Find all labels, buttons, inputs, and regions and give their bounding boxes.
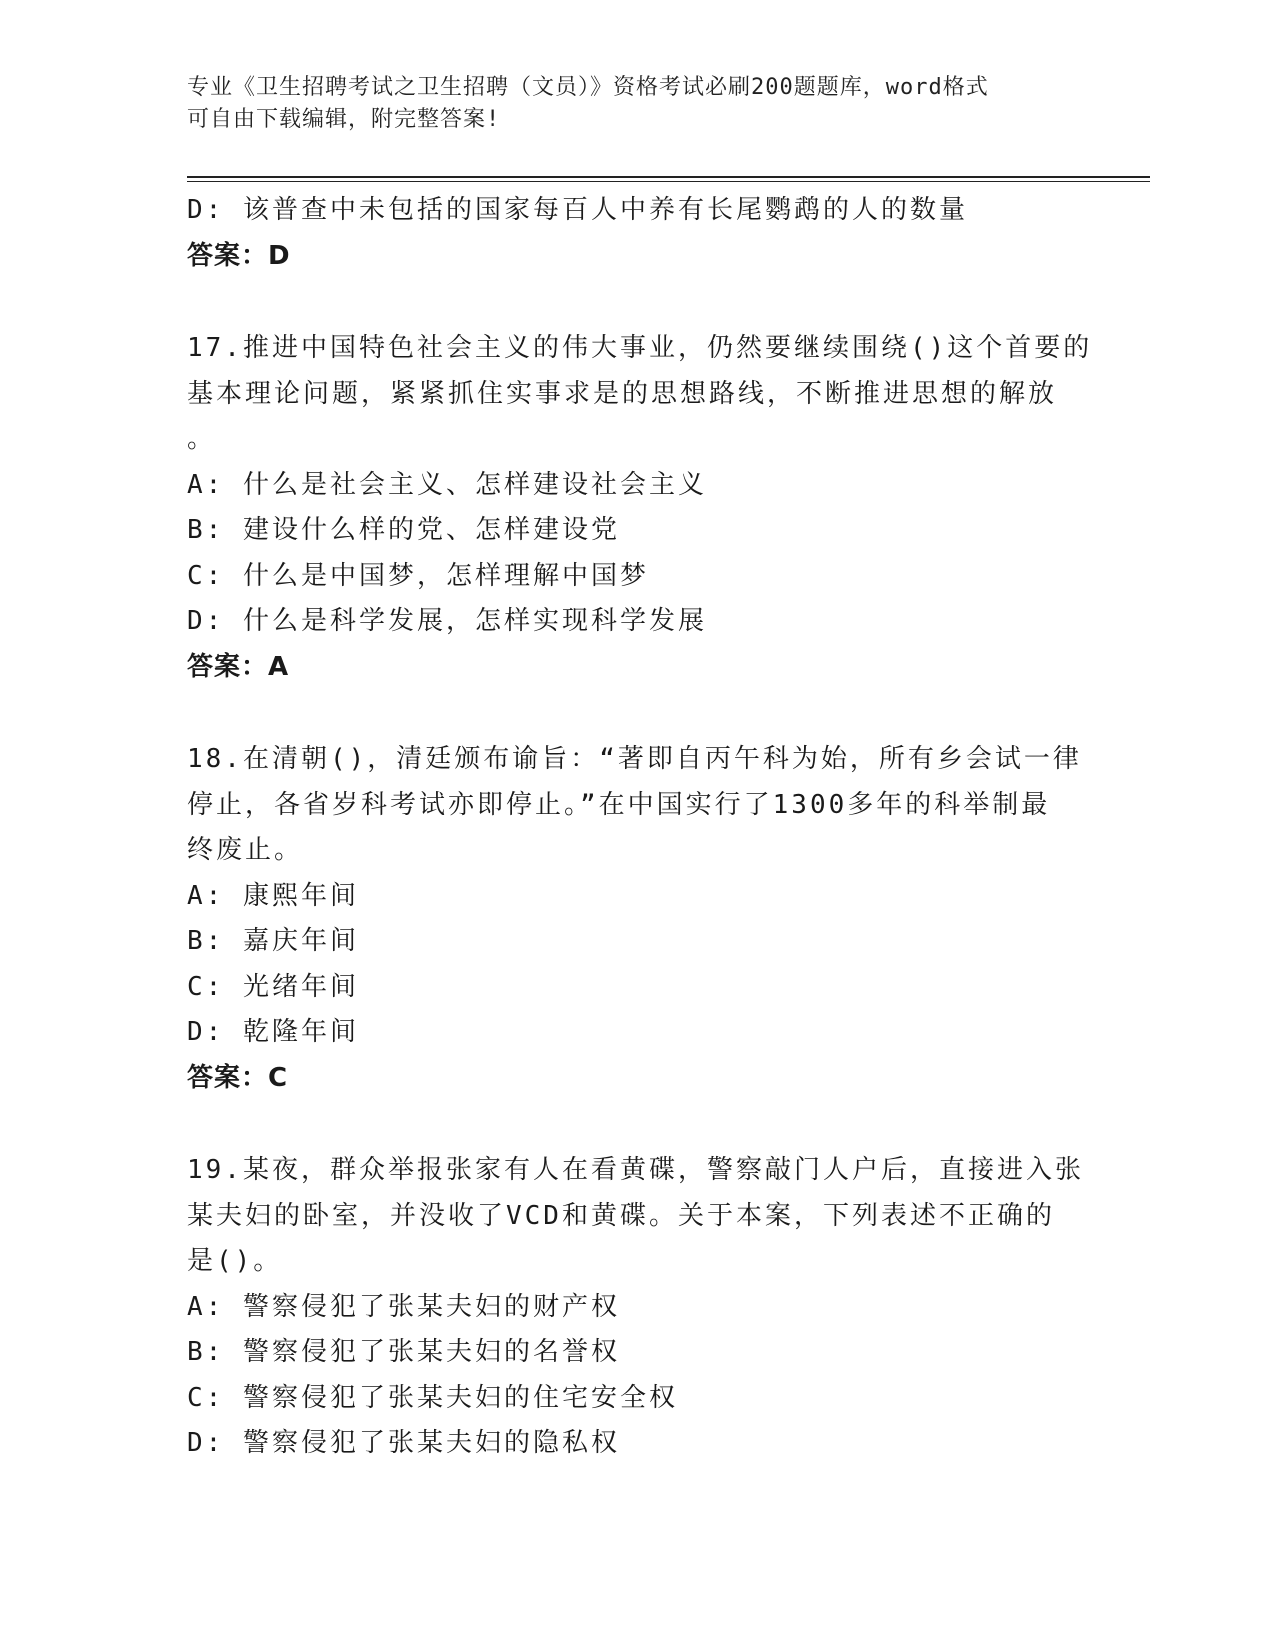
option-c: C: 警察侵犯了张某夫妇的住宅安全权 (187, 1382, 678, 1413)
option-b: B: 嘉庆年间 (187, 926, 359, 956)
question-stem-line: 18.在清朝()，清廷颁布谕旨：“著即自丙午科为始，所有乡会试一律 (187, 744, 1082, 774)
answer-line: 答案：D (187, 240, 291, 271)
option-c: C: 光绪年间 (187, 971, 359, 1002)
option-a: A: 警察侵犯了张某夫妇的财产权 (187, 1291, 620, 1322)
spacer (187, 1101, 1087, 1148)
option-d: D: 该普查中未包括的国家每百人中养有长尾鹦鹉的人的数量 (187, 195, 968, 225)
option-d: D: 警察侵犯了张某夫妇的隐私权 (187, 1428, 620, 1458)
question-17 (187, 326, 1093, 690)
question-list (187, 188, 1093, 1467)
page-header (187, 72, 1067, 136)
question-stem-line: 某夫妇的卧室，并没收了VCD和黄碟。关于本案，下列表述不正确的 (187, 1200, 1055, 1231)
header-divider-thin (187, 181, 1150, 182)
option-a: A: 什么是社会主义、怎样建设社会主义 (187, 469, 707, 500)
spacer (187, 690, 1087, 737)
header-title-line-2: 可自由下载编辑，附完整答案! (187, 107, 501, 132)
option-d: D: 什么是科学发展，怎样实现科学发展 (187, 606, 707, 636)
option-b: B: 建设什么样的党、怎样建设党 (187, 515, 620, 545)
option-a: A: 康熙年间 (187, 880, 359, 911)
answer-line: 答案：A (187, 651, 290, 682)
question-18 (187, 737, 1087, 1101)
answer-line: 答案：C (187, 1062, 289, 1093)
option-c: C: 什么是中国梦，怎样理解中国梦 (187, 560, 649, 591)
question-stem-line: 基本理论问题，紧紧抓住实事求是的思想路线，不断推进思想的解放 (187, 378, 1058, 409)
question-stem-line: 停止，各省岁科考试亦即停止。”在中国实行了1300多年的科举制最 (187, 789, 1051, 820)
question-stem-line: 。 (187, 424, 217, 454)
question-stem-line: 是()。 (187, 1246, 283, 1276)
question-stem-line: 终废止。 (187, 835, 304, 865)
option-b: B: 警察侵犯了张某夫妇的名誉权 (187, 1337, 620, 1367)
option-d: D: 乾隆年间 (187, 1017, 359, 1047)
question-19 (187, 1148, 1087, 1467)
question-stem-line: 19.某夜，群众举报张家有人在看黄碟，警察敲门人户后，直接进入张 (187, 1155, 1084, 1185)
question-stem-line: 17.推进中国特色社会主义的伟大事业，仍然要继续围绕()这个首要的 (187, 333, 1093, 363)
spacer (187, 279, 1087, 326)
header-title-line-1: 专业《卫生招聘考试之卫生招聘（文员）》资格考试必刷200题题库，word格式 (187, 75, 989, 100)
previous-question-tail (187, 188, 1087, 279)
header-divider-thick (187, 176, 1150, 178)
